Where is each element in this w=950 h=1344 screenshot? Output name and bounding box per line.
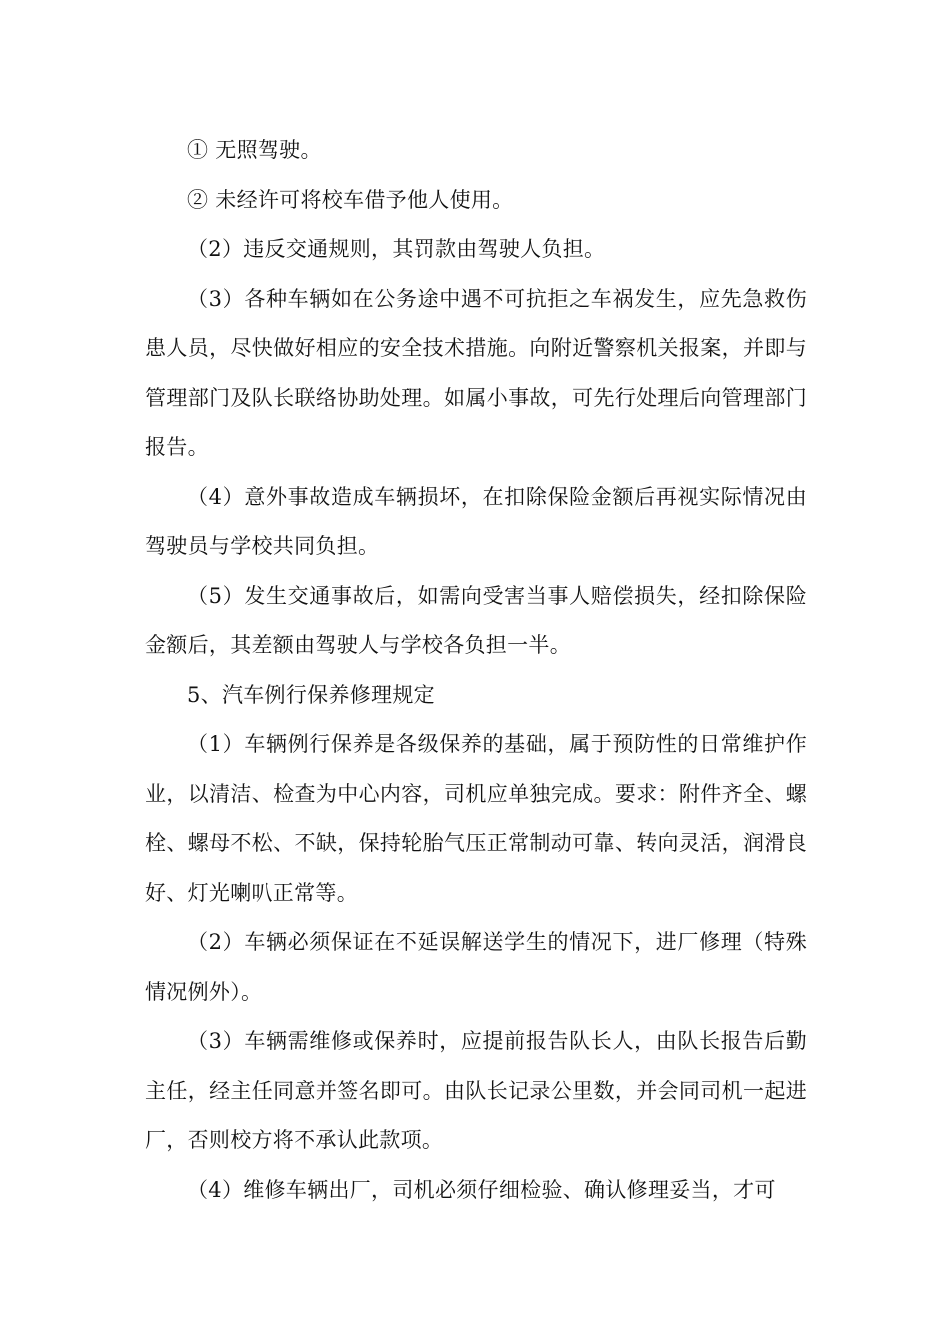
paragraph-item-2: ② 未经许可将校车借予他人使用。	[187, 187, 514, 212]
paragraph-rule-4: （4）意外事故造成车辆损坏，在扣除保险金额后再视实际情况由驾驶员与学校共同负担。	[145, 484, 807, 558]
document-body	[145, 126, 807, 1215]
paragraph-maintenance-4: （4）维修车辆出厂，司机必须仔细检验、确认修理妥当，才可	[187, 1177, 776, 1202]
paragraph-rule-3: （3）各种车辆如在公务途中遇不可抗拒之车祸发生，应先急救伤患人员，尽快做好相应的安全技术措施。向附近警察机关报案，并即与管理部门及队长联络协助处理。如属小事故，可先行处理后向管理部门报告。	[145, 286, 807, 459]
paragraph-rule-2: （2）违反交通规则，其罚款由驾驶人负担。	[187, 237, 606, 261]
paragraph-maintenance-1: （1）车辆例行保养是各级保养的基础，属于预防性的日常维护作业，以清洁、检查为中心内容，司机应单独完成。要求：附件齐全、螺栓、螺母不松、不缺，保持轮胎气压正常制动可靠、转向灵活，润滑良好、灯光喇叭正常等。	[145, 732, 807, 905]
paragraph-maintenance-3: （3）车辆需维修或保养时，应提前报告队长人，由队长报告后勤主任，经主任同意并签名即可。由队长记录公里数，并会同司机一起进厂，否则校方将不承认此款项。	[145, 1029, 807, 1152]
section-heading-maintenance: 5、汽车例行保养修理规定	[187, 682, 435, 707]
paragraph-rule-5: （5）发生交通事故后，如需向受害当事人赔偿损失，经扣除保险金额后，其差额由驾驶人与学校各负担一半。	[145, 583, 807, 657]
paragraph-item-1: ① 无照驾驶。	[187, 138, 322, 162]
paragraph-maintenance-2: （2）车辆必须保证在不延误解送学生的情况下，进厂修理（特殊情况例外）。	[145, 930, 807, 1004]
